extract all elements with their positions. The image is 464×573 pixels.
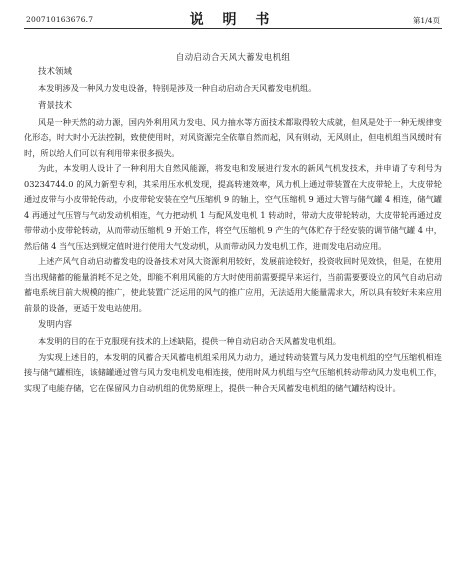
- section-heading-summary: 发明内容: [38, 320, 73, 330]
- paragraph-background-1: 风是一种天然的动力源，国内外利用风力发电、风力抽水等方面技术都取得较大成就，但风是处于一种无规律变化形态，时大时小无法控制，致使使用时，对风资源完全依靠自然而起，风有则动，无风则止，但电机组当风缓时有时，所以给人们可以有利用带来很多损失。: [24, 116, 442, 158]
- paragraph-summary-1: 本发明的目的在于克服现有技术的上述缺陷，提供一种自动启动合天风蓄发电机组。: [38, 336, 341, 346]
- section-heading-technical-field: 技术领域: [38, 67, 73, 77]
- paragraph-background-2: 为此，本发明人设计了一种利用大自然风能源，将发电和发展进行发水的新风气机发技术，并申请了专利号为 03234744.0 的风力新型专利，其采用压水机发现，提高转速效率，风力机上通过带装置在大皮带轮上，大皮带轮通过皮带与小皮带轮传动，小皮带轮安装在空气压缩机 9 的轴上，空气压缩机 9 通过大管与储气罐 4 相连，储气罐 4 再通过气压管与气动发动机相连，气力把动机 1 与配风发电机 1 转动时，带动大皮带轮转动，大皮带轮再通过皮带带动小皮带轮转动，从而带动压缩机 9 开始工作，将空气压缩机 9 产生的气体贮存于经安装的调节储气罐 4 中，然后储 4 当气压达到规定值时进行使用大气发动机，从而带动风力发电机工作，进而发电启动应用。: [24, 163, 442, 251]
- paragraph-technical-field: 本发明涉及一种风力发电设备，特别是涉及一种自动启动合天风蓄发电机组。: [38, 83, 317, 93]
- section-heading-background: 背景技术: [38, 100, 73, 111]
- page-number: 第1/4页: [412, 16, 440, 25]
- publication-number: 200710163676.7: [26, 15, 94, 24]
- paragraph-summary-2: 为实现上述目的，本发明的风蓄合天风蓄电机组采用风力动力，通过转动装置与风力发电机组的空气压缩机相连接与储气罐相连，该储罐通过管与风力发电机发电相连接，使用时风力机组与空气压缩机转动带动风力发电机工作，实现了电能存储，它在保留风力自动机组的优势原理上，提供一种合天风蓄发电机组的储气罐结构设计。: [24, 351, 442, 393]
- page-header: [24, 6, 442, 29]
- document-title: 自动启动合天风大蓄发电机组: [175, 53, 291, 63]
- document-type: 说 明 书: [189, 12, 277, 28]
- paragraph-background-3: 上述产风气自动启动蓄发电的设备技术对风大资源利用较好，发展前途较好，投资收回时见效快，但是，在使用当出现储蓄的能量消耗不足之处，即能不利用风能的方大时使用前需要提早来运行，当前需要要设立的风气自动启动蓄电系统目前大规模的推广，使此装置广泛运用的风气的推广应用，无法适用大能量需求大，所以具有较好未来应用前景的设备，更适于发电站使用。: [24, 256, 442, 313]
